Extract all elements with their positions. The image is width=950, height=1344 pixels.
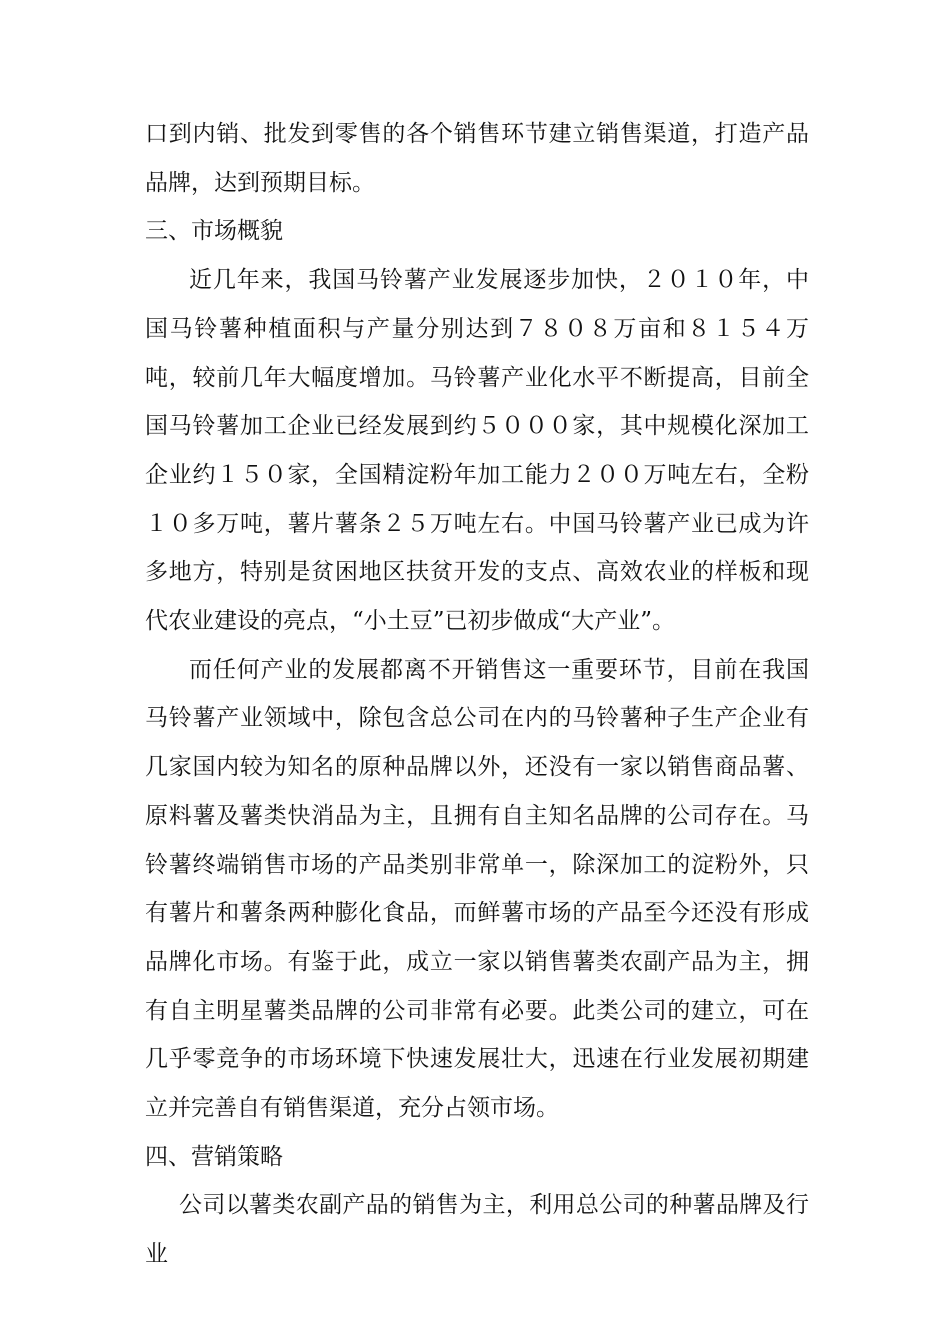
section-heading-marketing-strategy: 四、营销策略 [145,1143,283,1170]
market-overview-paragraph-2: 而任何产业的发展都离不开销售这一重要环节，目前在我国马铃薯产业领域中，除包含总公司在内的马铃薯种子生产企业有几家国内较为知名的原种品牌以外，还没有一家以销售商品薯、原料薯及薯类快消品为主，且拥有自主知名品牌的公司存在。马铃薯终端销售市场的产品类别非常单一，除深加工的淀粉外，只有薯片和薯条两种膨化食品，而鲜薯市场的产品至今还没有形成品牌化市场。有鉴于此，成立一家以销售薯类农副产品为主，拥有自主明星薯类品牌的公司非常有必要。此类公司的建立，可在几乎零竞争的市场环境下快速发展壮大，迅速在行业发展初期建立并完善自有销售渠道，充分占领市场。 [145,656,809,1122]
document-body [145,110,809,1279]
section-heading-market-overview: 三、市场概貌 [145,218,283,245]
marketing-strategy-paragraph-1: 公司以薯类农副产品的销售为主，利用总公司的种薯品牌及行业 [145,1192,809,1268]
continuation-paragraph: 口到内销、批发到零售的各个销售环节建立销售渠道，打造产品品牌，达到预期目标。 [145,121,809,196]
market-overview-paragraph-1: 近几年来，我国马铃薯产业发展逐步加快，２０１０年，中国马铃薯种植面积与产量分别达到７８０８万亩和８１５４万吨，较前几年大幅度增加。马铃薯产业化水平不断提高，目前全国马铃薯加工企业已经发展到约５０００家，其中规模化深加工企业约１５０家，全国精淀粉年加工能力２００万吨左右，全粉１０多万吨，薯片薯条２５万吨左右。中国马铃薯产业已成为许多地方，特别是贫困地区扶贫开发的支点、高效农业的样板和现代农业建设的亮点，“小土豆”已初步做成“大产业”。 [145,267,809,635]
